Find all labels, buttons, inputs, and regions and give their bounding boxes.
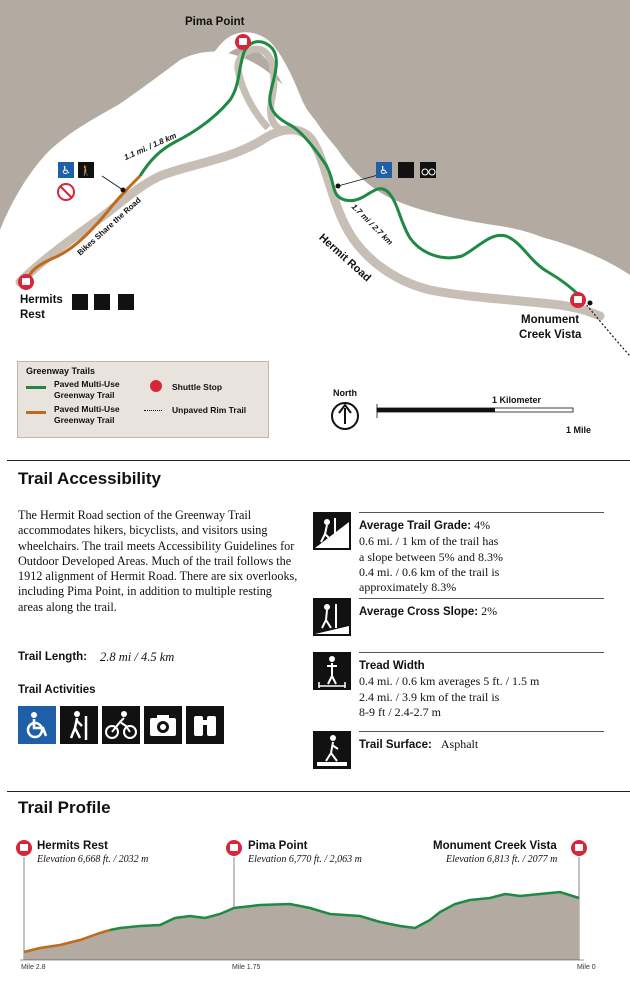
- wheelchair-icon-activity: [18, 706, 56, 744]
- tread-width-label: Tread Width: [359, 660, 425, 672]
- legend-orange-2: Greenway Trail: [54, 415, 115, 425]
- profile-stop-pima: Pima Point: [248, 840, 308, 852]
- shuttle-stop-monument: [570, 292, 586, 308]
- profile-shuttle-pima: [226, 840, 242, 856]
- metric-tread-width: [313, 652, 603, 722]
- surface-icon: [313, 731, 351, 769]
- trail-length-value: 2.8 mi / 4.5 km: [100, 650, 175, 664]
- cross-slope-icon: [313, 598, 351, 636]
- phone-icon: [118, 294, 134, 310]
- shuttle-stop-hermits: [18, 274, 34, 290]
- label-monument-2: Creek Vista: [519, 329, 582, 341]
- grade-line-1: 0.6 mi. / 1 km of the trail has: [359, 534, 499, 549]
- trail-activities-label: Trail Activities: [18, 684, 96, 696]
- cross-slope-value: 2%: [481, 604, 498, 618]
- profile-elev-monument: Elevation 6,813 ft. / 2077 m: [446, 854, 558, 865]
- profile-stop-hermits: Hermits Rest: [37, 840, 108, 852]
- label-pima-point: Pima Point: [185, 16, 245, 28]
- grade-line-4: approximately 8.3%: [359, 580, 457, 595]
- grade-value: 4%: [474, 518, 491, 532]
- section-divider-1: [7, 460, 630, 461]
- legend-unpaved: Unpaved Rim Trail: [172, 405, 247, 415]
- legend-shuttle-icon: [150, 380, 162, 392]
- shuttle-stop-pima: [235, 34, 251, 50]
- legend-green-1: Paved Multi-Use: [54, 379, 120, 389]
- profile-elev-hermits: Elevation 6,668 ft. / 2032 m: [37, 854, 149, 865]
- label-distance-1: 1.1 mi. / 1.8 km: [122, 130, 178, 163]
- legend-orange-1: Paved Multi-Use: [54, 404, 120, 414]
- legend-swatch-green: [26, 386, 46, 389]
- svg-text:🚶: 🚶: [79, 166, 93, 177]
- accessibility-body: The Hermit Road section of the Greenway Trail accommodates hikers, bicyclists, and visitors using wheelchairs. The trail meets Accessibility Guidelines for Outdoor Developed Areas. Much of the trail follows the 1912 alignment of Hermit Road. There are six overlooks, including Pima Point, in addition to multiple resting areas along the trail.: [18, 508, 298, 614]
- camera-icon-activity: [144, 706, 182, 744]
- surface-label: Trail Surface:: [359, 739, 432, 751]
- legend-swatch-orange: [26, 411, 46, 414]
- tread-line-2: 2.4 mi. / 3.9 km of the trail is: [359, 689, 500, 704]
- profile-area: [24, 892, 579, 960]
- trail-length-label: Trail Length:: [18, 651, 87, 663]
- hiker-icon-mid: [398, 162, 414, 178]
- profile-elev-pima: Elevation 6,770 ft. / 2,063 m: [248, 854, 362, 865]
- svg-text:♿: ♿: [379, 164, 389, 177]
- svg-text:♿: ♿: [61, 164, 71, 177]
- profile-shuttle-monument: [571, 840, 587, 856]
- scale-mi-label: 1 Mile: [566, 425, 592, 435]
- map-legend: [17, 361, 269, 438]
- tread-line-3: 8-9 ft / 2.4-2.7 m: [359, 704, 441, 719]
- profile-title: Trail Profile: [18, 798, 111, 817]
- hiker-icon-activity: [60, 706, 98, 744]
- scale-km-label: 1 Kilometer: [492, 395, 542, 405]
- legend-shuttle: Shuttle Stop: [172, 382, 223, 392]
- slope-icon: [313, 512, 351, 550]
- metric-trail-surface: [313, 731, 603, 771]
- surface-value: Asphalt: [440, 737, 479, 751]
- mile-label-mid: Mile 1.75: [232, 964, 261, 971]
- bicycle-icon-activity: [102, 706, 140, 744]
- mile-label-end: Mile 0: [577, 964, 596, 971]
- grade-label: Average Trail Grade:: [359, 520, 472, 532]
- mile-label-start: Mile 2.8: [21, 964, 46, 971]
- restroom-icon: [72, 294, 88, 310]
- water-icon: [94, 294, 110, 310]
- label-bikes-share: Bikes Share the Road: [75, 195, 143, 258]
- legend-dotted-swatch: [144, 410, 162, 411]
- tread-width-icon: [313, 652, 351, 690]
- label-hermits-rest-1: Hermits: [20, 294, 63, 306]
- tread-line-1: 0.4 mi. / 0.6 km averages 5 ft. / 1.5 m: [359, 674, 540, 689]
- legend-title: Greenway Trails: [26, 366, 96, 376]
- cross-slope-label: Average Cross Slope:: [359, 606, 479, 618]
- accessibility-title: Trail Accessibility: [18, 469, 161, 488]
- label-distance-2: 1.7 mi / 2.7 km: [349, 202, 395, 247]
- metric-cross-slope: [313, 598, 603, 638]
- label-monument-1: Monument: [521, 314, 580, 326]
- label-hermits-rest-2: Rest: [20, 309, 45, 321]
- label-hermit-road: Hermit Road: [316, 231, 374, 285]
- legend-green-2: Greenway Trail: [54, 390, 115, 400]
- binoculars-icon-activity: [186, 706, 224, 744]
- metric-trail-grade: [313, 512, 603, 595]
- profile-shuttle-hermits: [16, 840, 32, 856]
- grade-line-3: 0.4 mi. / 0.6 km of the trail is: [359, 564, 500, 579]
- grade-line-2: a slope between 5% and 8.3%: [359, 549, 503, 564]
- section-divider-2: [7, 791, 630, 792]
- profile-stop-monument: Monument Creek Vista: [433, 840, 557, 852]
- north-label: North: [333, 388, 357, 398]
